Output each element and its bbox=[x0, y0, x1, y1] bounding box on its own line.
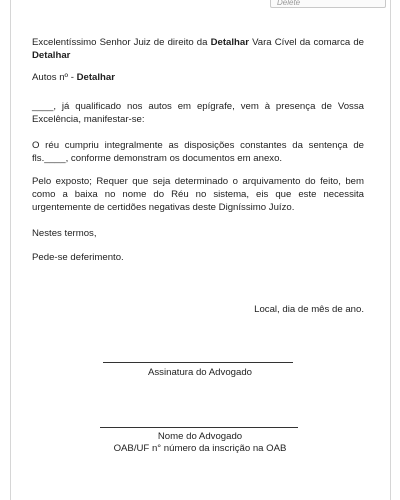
closing-request: Pede-se deferimento. bbox=[32, 252, 124, 263]
address-paragraph bbox=[32, 36, 364, 62]
lawyer-oab: OAB/UF n° número da inscrição na OAB bbox=[113, 443, 287, 454]
request-paragraph: Pelo exposto; Requer que seja determinado o arquivamento do feito, bem como a baixa no nome do Réu no sistema, eis que este necessita urgentemente de certidões negativas deste Digníssimo Juízo. bbox=[32, 176, 364, 213]
case-number-detail-field[interactable]: Detalhar bbox=[76, 72, 115, 83]
case-number-line bbox=[32, 71, 364, 84]
lawyer-name-line bbox=[100, 427, 298, 428]
party-name-blank[interactable]: ____ bbox=[32, 101, 54, 112]
case-number-label: Autos nº - bbox=[32, 72, 74, 83]
address-prefix: Excelentíssimo Senhor Juiz de direito da bbox=[32, 37, 208, 48]
intro-paragraph bbox=[32, 100, 364, 126]
closing-terms: Nestes termos, bbox=[32, 228, 97, 239]
district-detail-field[interactable]: Detalhar bbox=[32, 50, 71, 61]
delete-button[interactable]: Delete bbox=[270, 0, 386, 8]
court-detail-field[interactable]: Detalhar bbox=[210, 37, 249, 48]
signature-line bbox=[103, 362, 293, 363]
signature-label: Assinatura do Advogado bbox=[147, 367, 252, 378]
lawyer-name: Nome do Advogado bbox=[157, 431, 243, 442]
place-date: Local, dia de mês de ano. bbox=[254, 304, 364, 315]
compliance-paragraph: O réu cumpriu integralmente as disposições constantes da sentença de fls.____, conforme demonstram os documentos em anexo. bbox=[32, 140, 364, 164]
address-middle: Vara Cível da comarca de bbox=[252, 37, 365, 48]
intro-text: , já qualificado nos autos em epígrafe, vem à presença de Vossa Excelência, manifestar-se: bbox=[32, 101, 364, 125]
